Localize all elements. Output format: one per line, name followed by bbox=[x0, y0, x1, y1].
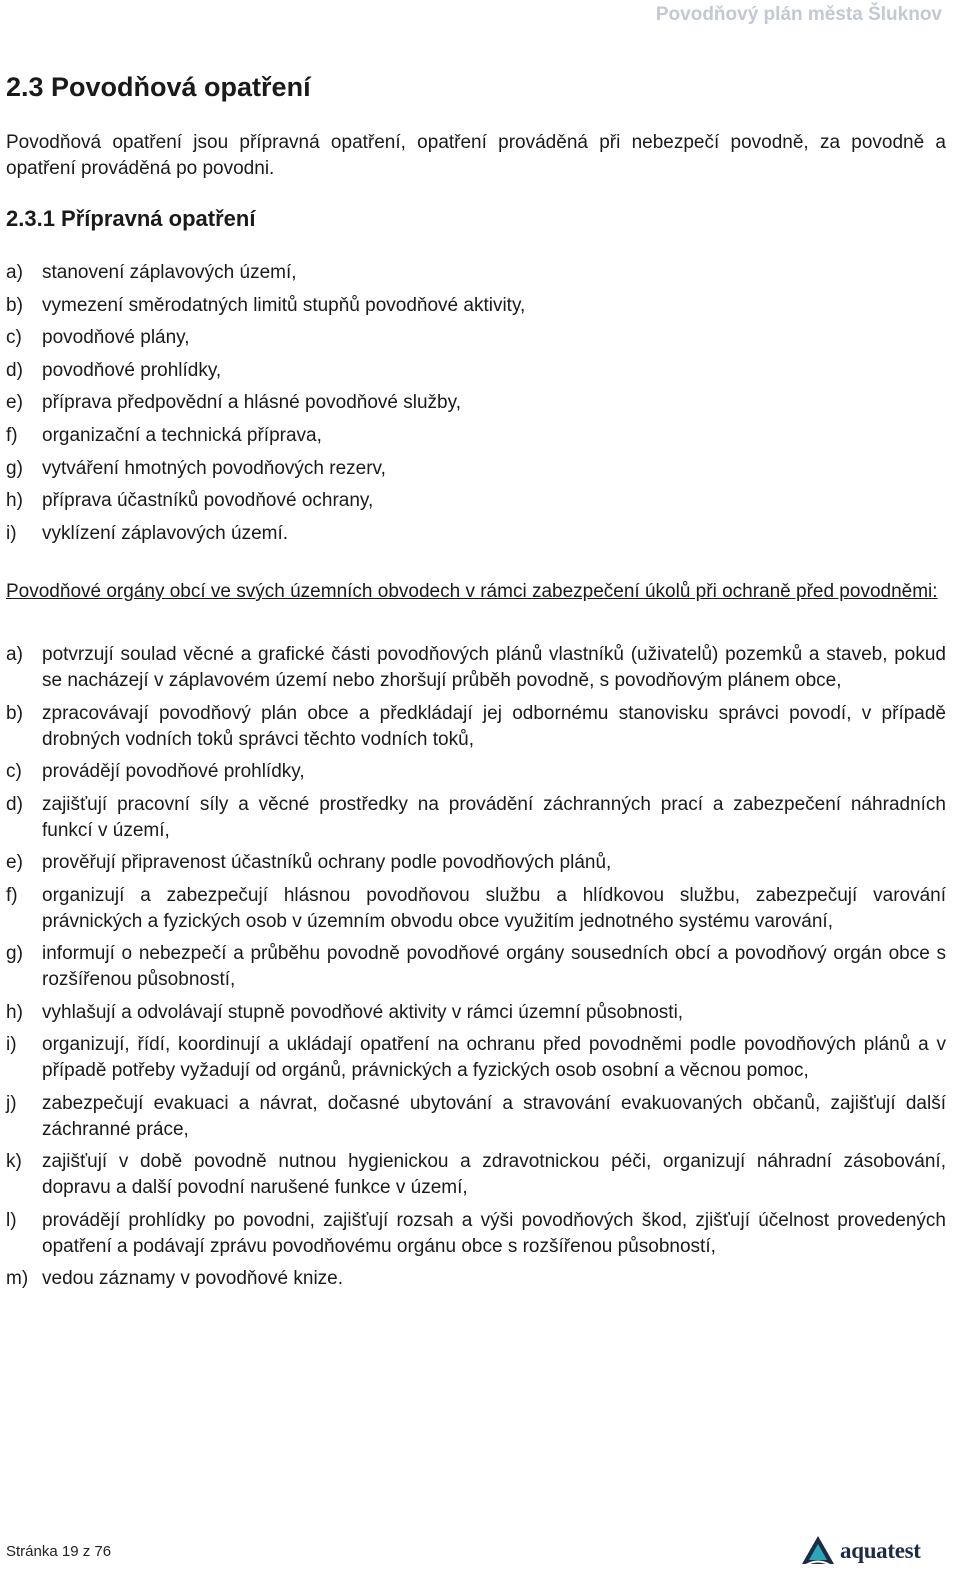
list-item-text: zajišťují v době povodně nutnou hygienickou a zdravotnickou péči, organizují náhradní zásobování, dopravu a další povodní narušené funkce v území, bbox=[42, 1151, 946, 1198]
list-item-text: povodňové plány, bbox=[42, 327, 190, 349]
authorities-intro-paragraph: Povodňové orgány obcí ve svých územních obvodech v rámci zabezpečení úkolů při ochraně před povodněmi: bbox=[6, 581, 938, 602]
list-item bbox=[6, 792, 946, 844]
list-item bbox=[6, 456, 946, 482]
list-item bbox=[6, 1266, 946, 1292]
list-item-letter: f) bbox=[6, 424, 18, 446]
logo-text: aquatest bbox=[840, 1538, 921, 1563]
list-item-letter: i) bbox=[6, 1034, 17, 1055]
subsection-heading: 2.3.1 Přípravná opatření bbox=[6, 206, 256, 231]
list-item-text: prověřují připravenost účastníků ochrany podle povodňových plánů, bbox=[42, 852, 612, 873]
list-item-letter: d) bbox=[6, 359, 23, 381]
list-item-letter: c) bbox=[6, 761, 22, 782]
list-item-text: vyklízení záplavových území. bbox=[42, 522, 289, 544]
list-item-letter: b) bbox=[6, 702, 23, 724]
list-item-letter: c) bbox=[6, 327, 22, 349]
list-item bbox=[6, 1208, 946, 1260]
list-item bbox=[6, 850, 946, 876]
list-item bbox=[6, 423, 946, 449]
list-item-text: informují o nebezpečí a průběhu povodně povodňové orgány sousedních obcí a povodňový orgán obce s rozšířenou působností, bbox=[42, 943, 946, 990]
list-item-letter: g) bbox=[6, 943, 23, 964]
list-item bbox=[6, 390, 946, 416]
list-item bbox=[6, 1091, 946, 1143]
list-item-letter: i) bbox=[6, 522, 17, 544]
list-item-text: provádějí povodňové prohlídky, bbox=[42, 761, 305, 782]
aquatest-logo-icon bbox=[800, 1534, 836, 1568]
list-item-letter: m) bbox=[6, 1268, 29, 1289]
list-item-letter: g) bbox=[6, 457, 23, 479]
document-header-title: Povodňový plán města Šluknov bbox=[655, 4, 942, 25]
list-item bbox=[6, 260, 946, 286]
list-item bbox=[6, 1032, 946, 1084]
section-intro-paragraph: Povodňová opatření jsou přípravná opatření, opatření prováděná při nebezpečí povodně, za povodně a opatření prováděná po povodni. bbox=[6, 132, 946, 179]
list-item-text: organizují, řídí, koordinují a ukládají opatření na ochranu před povodněmi podle povodňových plánů a v případě potřeby vyžadují od orgánů, právnických a fyzických osob osobní a věcnou pomoc, bbox=[42, 1034, 946, 1081]
list-item-letter: e) bbox=[6, 392, 23, 414]
list-item-letter: b) bbox=[6, 294, 23, 316]
list-item bbox=[6, 941, 946, 993]
list-item-text: organizační a technická příprava, bbox=[42, 424, 322, 446]
list-item bbox=[6, 325, 946, 351]
list-item-text: zajišťují pracovní síly a věcné prostředky na provádění záchranných prací a zabezpečení náhradních funkcí v území, bbox=[42, 793, 946, 841]
list-item bbox=[6, 883, 946, 935]
list-item-letter: h) bbox=[6, 490, 23, 512]
list-item bbox=[6, 1000, 946, 1026]
list-item-letter: d) bbox=[6, 793, 23, 815]
section-heading: 2.3 Povodňová opatření bbox=[6, 72, 311, 102]
authorities-duties-list bbox=[6, 642, 946, 1299]
list-item-text: vyhlašují a odvolávají stupně povodňové aktivity v rámci územní působnosti, bbox=[42, 1001, 684, 1023]
list-item-text: zpracovávají povodňový plán obce a předkládají jej odbornému stanovisku správci povodí, v případě drobných vodních toků správci těchto vodních toků, bbox=[42, 702, 946, 750]
list-item bbox=[6, 488, 946, 514]
list-item-text: organizují a zabezpečují hlásnou povodňovou službu a hlídkovou službu, zabezpečují varování právnických a fyzických osob v územním obvodu obce využitím jednotného systému varování, bbox=[42, 884, 946, 932]
aquatest-logo bbox=[800, 1531, 940, 1571]
list-item-letter: l) bbox=[6, 1209, 17, 1231]
list-item-text: stanovení záplavových území, bbox=[42, 262, 297, 283]
list-item-text: provádějí prohlídky po povodni, zajišťují rozsah a výši povodňových škod, zjišťují účelnost provedených opatření a podávají zprávu povodňovému orgánu obce s rozšířenou působností, bbox=[42, 1209, 946, 1257]
list-item bbox=[6, 358, 946, 384]
list-item-text: vymezení směrodatných limitů stupňů povodňové aktivity, bbox=[42, 294, 526, 316]
list-item-text: příprava předpovědní a hlásné povodňové služby, bbox=[42, 392, 461, 414]
list-item bbox=[6, 521, 946, 547]
list-item-letter: f) bbox=[6, 884, 18, 906]
page-number: Stránka 19 z 76 bbox=[6, 1543, 112, 1560]
list-item-text: vedou záznamy v povodňové knize. bbox=[42, 1268, 344, 1289]
preparatory-measures-list bbox=[6, 260, 946, 553]
list-item-text: příprava účastníků povodňové ochrany, bbox=[42, 490, 374, 512]
list-item bbox=[6, 293, 946, 319]
list-item-letter: h) bbox=[6, 1001, 23, 1023]
list-item-text: zabezpečují evakuaci a návrat, dočasné ubytování a stravování evakuovaných občanů, zajišťují další záchranné práce, bbox=[42, 1092, 946, 1140]
list-item bbox=[6, 759, 946, 785]
list-item-letter: j) bbox=[6, 1092, 17, 1114]
list-item-text: potvrzují soulad věcné a grafické části povodňových plánů vlastníků (uživatelů) pozemků a staveb, pokud se nacházejí v záplavovém území nebo zhoršují průběh povodně, s povodňovým plánem obce, bbox=[42, 644, 946, 691]
list-item-letter: a) bbox=[6, 262, 23, 283]
list-item-text: vytváření hmotných povodňových rezerv, bbox=[42, 457, 386, 479]
list-item bbox=[6, 701, 946, 753]
list-item-text: povodňové prohlídky, bbox=[42, 359, 222, 381]
list-item-letter: k) bbox=[6, 1151, 22, 1172]
list-item-letter: a) bbox=[6, 644, 23, 665]
list-item bbox=[6, 642, 946, 694]
list-item bbox=[6, 1149, 946, 1201]
list-item-letter: e) bbox=[6, 852, 23, 873]
